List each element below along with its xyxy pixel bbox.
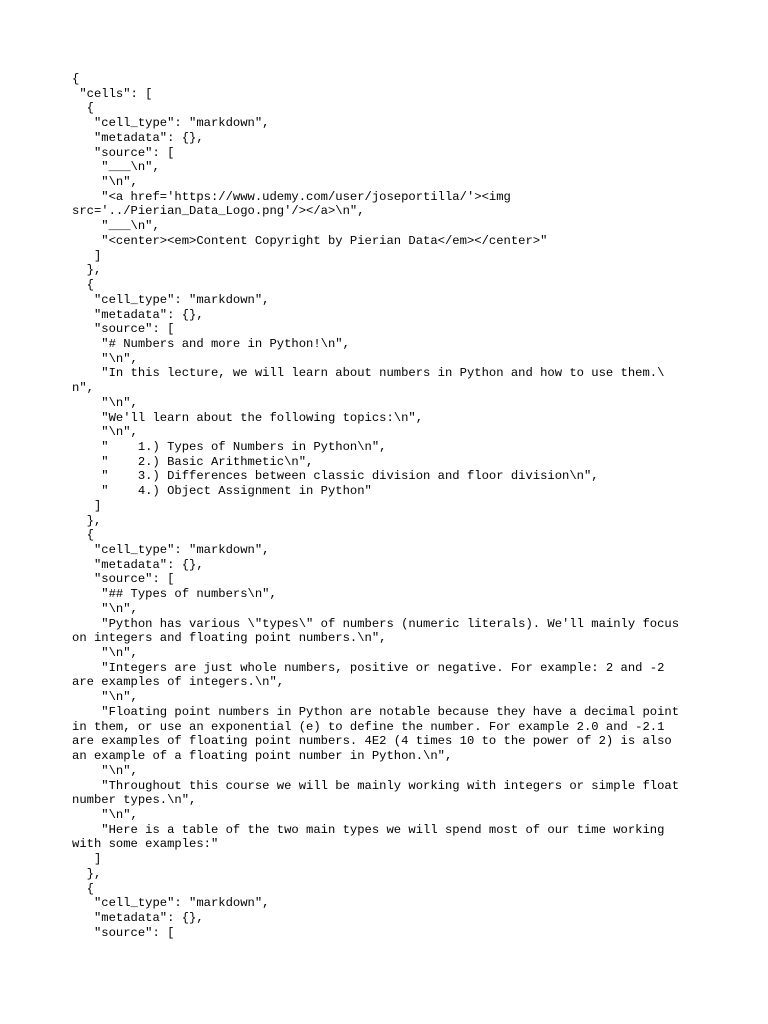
- text-line: "Throughout this course we will be mainly working with integers or simple float: [72, 778, 680, 793]
- text-line: "source": [: [72, 322, 175, 337]
- text-line: "\n",: [72, 601, 138, 616]
- text-line: "\n",: [72, 690, 138, 705]
- text-line: "\n",: [72, 425, 138, 440]
- text-line: are examples of floating point numbers. 4E2 (4 times 10 to the power of 2) is also: [72, 734, 672, 749]
- text-line: "Here is a table of the two main types we will spend most of our time working: [72, 822, 665, 837]
- text-line: {: [72, 72, 80, 86]
- text-line: src='../Pierian_Data_Logo.png'/></a>\n",: [72, 204, 365, 219]
- text-line: " 4.) Object Assignment in Python": [72, 484, 372, 499]
- text-line: "<center><em>Content Copyright by Pierian Data</em></center>": [72, 233, 548, 248]
- text-line: {: [72, 881, 94, 896]
- text-line: "cell_type": "markdown",: [72, 543, 270, 557]
- text-line: in them, or use an exponential (e) to define the number. For example 2.0 and -2.1: [72, 719, 665, 734]
- text-line: "metadata": {},: [72, 307, 204, 322]
- text-line: "metadata": {},: [72, 130, 204, 145]
- text-line: "<a href='https://www.udemy.com/user/joseportilla/'><img: [72, 189, 511, 204]
- text-line: "source": [: [72, 925, 175, 940]
- text-line: " 3.) Differences between classic division and floor division\n",: [72, 469, 599, 484]
- text-line: are examples of integers.\n",: [72, 675, 285, 690]
- json-source-text: [72, 72, 702, 940]
- text-line: "Python has various \"types\" of numbers (numeric literals). We'll mainly focus: [72, 616, 680, 631]
- text-line: "cell_type": "markdown",: [72, 292, 270, 307]
- text-line: "We'll learn about the following topics:\n",: [72, 410, 424, 425]
- text-line: " 1.) Types of Numbers in Python\n",: [72, 439, 387, 454]
- text-line: },: [72, 263, 102, 278]
- text-line: "# Numbers and more in Python!\n",: [72, 336, 350, 351]
- text-line: "\n",: [72, 646, 138, 661]
- text-line: {: [72, 101, 94, 116]
- document-page: [72, 72, 702, 940]
- text-line: },: [72, 866, 102, 881]
- text-line: "cell_type": "markdown",: [72, 116, 270, 131]
- text-line: {: [72, 528, 94, 543]
- text-line: number types.\n",: [72, 793, 197, 808]
- text-line: "## Types of numbers\n",: [72, 587, 277, 602]
- text-line: "___\n",: [72, 219, 160, 234]
- text-line: "\n",: [72, 351, 138, 366]
- text-line: "\n",: [72, 395, 138, 410]
- text-line: " 2.) Basic Arithmetic\n",: [72, 454, 314, 469]
- text-line: "metadata": {},: [72, 910, 204, 925]
- text-line: "\n",: [72, 763, 138, 778]
- text-line: on integers and floating point numbers.\n",: [72, 631, 387, 646]
- text-line: "cells": [: [72, 86, 153, 101]
- text-line: "___\n",: [72, 160, 160, 175]
- text-line: n",: [72, 381, 94, 396]
- text-line: "source": [: [72, 145, 175, 160]
- text-line: {: [72, 278, 94, 293]
- text-line: "Floating point numbers in Python are notable because they have a decimal point: [72, 704, 680, 719]
- text-line: "In this lecture, we will learn about numbers in Python and how to use them.\: [72, 366, 665, 381]
- text-line: ]: [72, 498, 102, 513]
- text-line: "cell_type": "markdown",: [72, 896, 270, 911]
- text-line: "\n",: [72, 807, 138, 822]
- text-line: "source": [: [72, 572, 175, 587]
- text-line: "Integers are just whole numbers, positive or negative. For example: 2 and -2: [72, 660, 665, 675]
- text-line: with some examples:": [72, 837, 219, 852]
- text-line: },: [72, 513, 102, 528]
- text-line: ]: [72, 248, 102, 263]
- text-line: "\n",: [72, 175, 138, 190]
- text-line: "metadata": {},: [72, 557, 204, 572]
- text-line: an example of a floating point number in Python.\n",: [72, 749, 453, 764]
- text-line: ]: [72, 852, 102, 867]
